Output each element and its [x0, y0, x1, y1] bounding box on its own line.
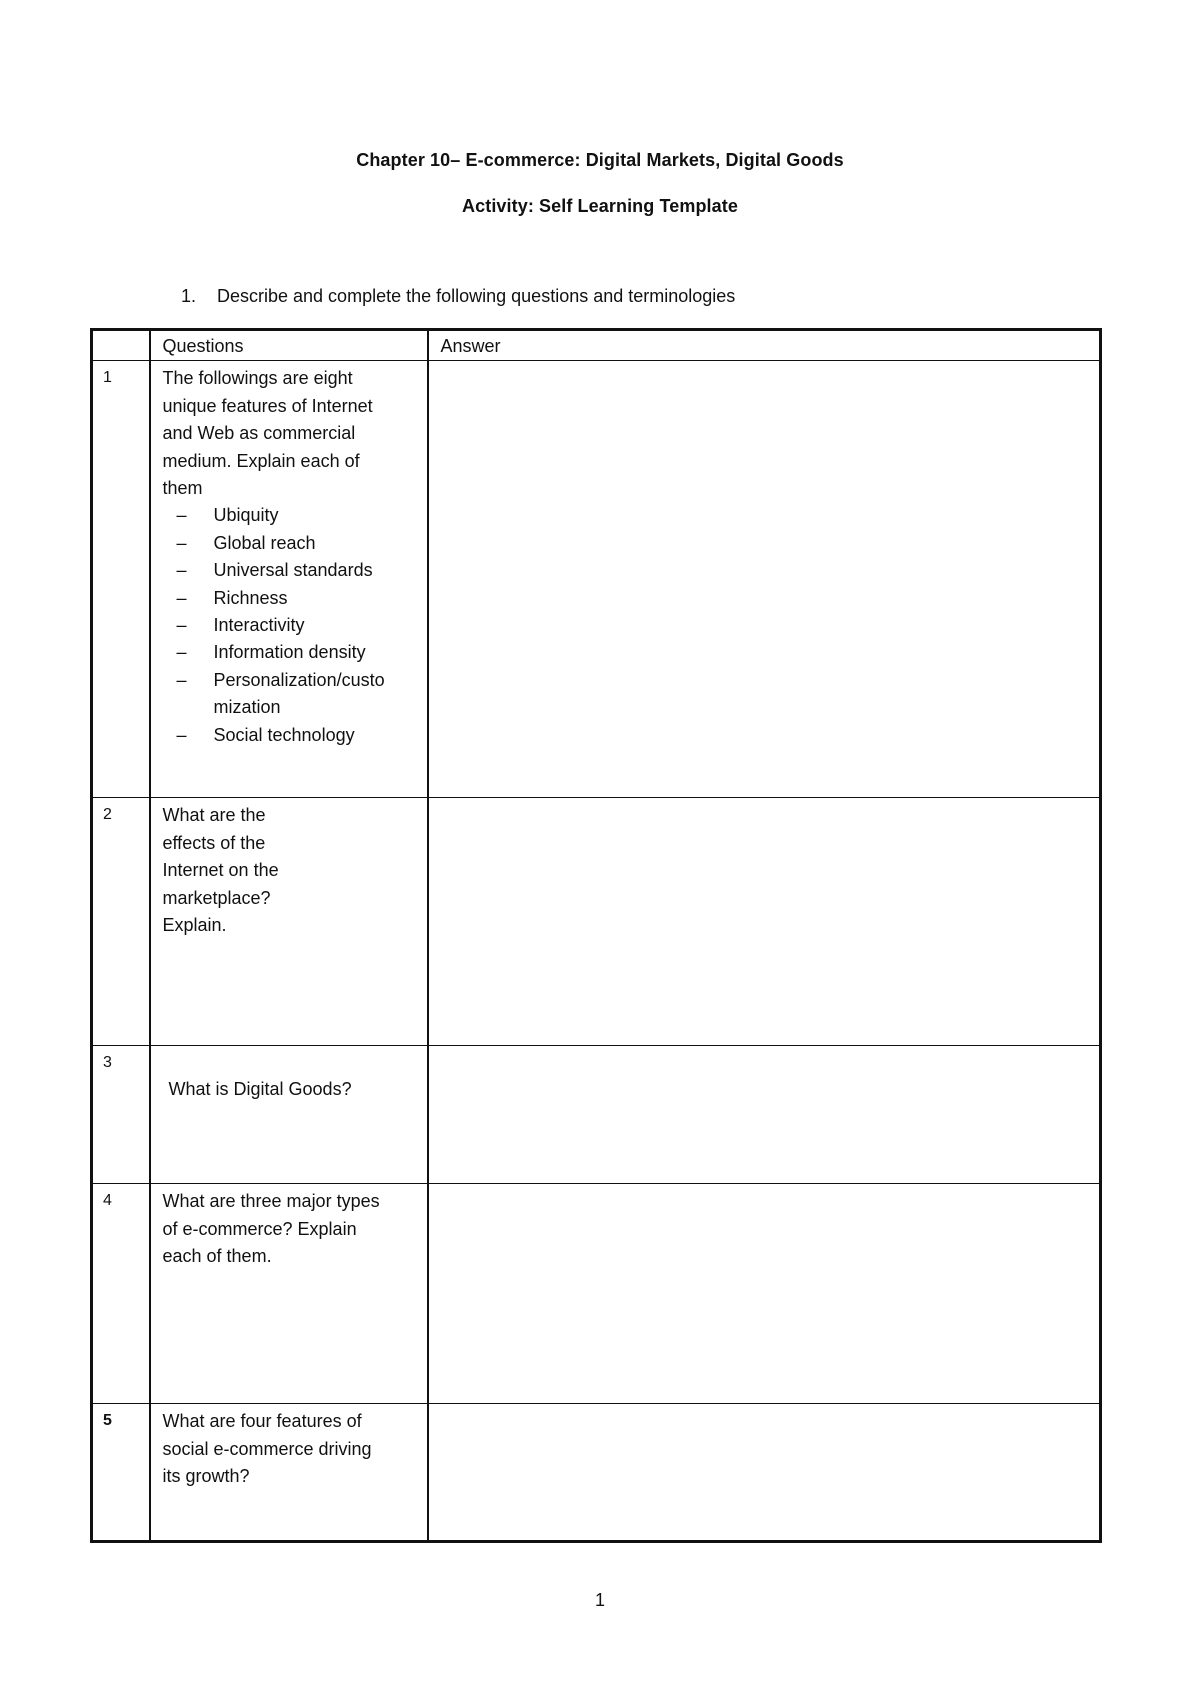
- question-text: What is Digital Goods?: [168, 1079, 352, 1100]
- answer-text[interactable]: [429, 1046, 1100, 1050]
- header-answer-cell: [428, 330, 1101, 361]
- row-number: 4: [103, 1192, 112, 1210]
- list-item: – Information density: [163, 639, 417, 666]
- table-row: [92, 1046, 1101, 1184]
- list-item: – Global reach: [163, 530, 417, 557]
- list-item: – Personalization/custo mization: [163, 667, 404, 722]
- dash-bullet-icon: –: [176, 669, 187, 690]
- dash-bullet-icon: –: [176, 615, 187, 636]
- answer-text[interactable]: [429, 798, 1100, 802]
- question-text: The followings are eight unique features of Internet and Web as commercial medium. Explain each of them – Ubiquity – Global reach – Universal standards – Richness – Interactivity – Information density – Personalization/custo mization – Social technology: [151, 361, 427, 749]
- table-row: [92, 1404, 1101, 1542]
- instruction-text: Describe and complete the following questions and terminologies: [217, 286, 736, 306]
- row-number: 1: [103, 369, 112, 387]
- dash-bullet-icon: –: [176, 642, 187, 663]
- header-number-cell: [92, 330, 150, 361]
- question-text: What are three major types of e-commerce? Explain each of them.: [162, 1191, 380, 1267]
- list-item: – Social technology: [163, 722, 417, 749]
- answer-cell[interactable]: [428, 361, 1101, 798]
- row-number-cell: [92, 798, 150, 1046]
- question-cell: [150, 1046, 428, 1184]
- answer-text[interactable]: [429, 1404, 1100, 1408]
- question-text: What are the effects of the Internet on the marketplace? Explain.: [162, 805, 279, 936]
- answer-cell[interactable]: [428, 1046, 1101, 1184]
- row-number-cell: [92, 1184, 150, 1404]
- instruction: [181, 286, 735, 307]
- questions-table: [90, 328, 1102, 1543]
- table-row: [92, 1184, 1101, 1404]
- list-item: – Interactivity: [163, 612, 417, 639]
- list-item: – Universal standards: [163, 557, 417, 584]
- instruction-number: 1.: [181, 286, 197, 306]
- document-title: Chapter 10– E-commerce: Digital Markets, Digital Goods: [356, 150, 844, 170]
- page-number: 1: [594, 1590, 605, 1610]
- feature-list: [163, 502, 417, 749]
- question-cell: [150, 798, 428, 1046]
- table-header-row: [92, 330, 1101, 361]
- answer-cell[interactable]: [428, 1184, 1101, 1404]
- row-number-cell: [92, 361, 150, 798]
- dash-bullet-icon: –: [176, 532, 187, 553]
- row-number: 3: [103, 1054, 112, 1072]
- question-text: What are four features of social e-commerce driving its growth?: [162, 1411, 372, 1487]
- document-subtitle: Activity: Self Learning Template: [462, 196, 738, 216]
- question-cell: [150, 361, 428, 798]
- row-number-cell: [92, 1404, 150, 1542]
- header-questions-cell: [150, 330, 428, 361]
- dash-bullet-icon: –: [176, 587, 187, 608]
- header-questions-label: Questions: [162, 336, 244, 356]
- header-answer-label: Answer: [440, 336, 501, 356]
- list-item: – Ubiquity: [163, 502, 417, 529]
- dash-bullet-icon: –: [176, 724, 187, 745]
- dash-bullet-icon: –: [176, 505, 187, 526]
- answer-cell[interactable]: [428, 1404, 1101, 1542]
- table-row: [92, 361, 1101, 798]
- question-cell: [150, 1404, 428, 1542]
- table-row: [92, 798, 1101, 1046]
- row-number-cell: [92, 1046, 150, 1184]
- answer-text[interactable]: [429, 361, 1100, 365]
- list-item: – Richness: [163, 585, 417, 612]
- row-number: 2: [103, 806, 112, 824]
- answer-cell[interactable]: [428, 798, 1101, 1046]
- dash-bullet-icon: –: [176, 560, 187, 581]
- question-cell: [150, 1184, 428, 1404]
- answer-text[interactable]: [429, 1184, 1100, 1188]
- row-number: 5: [103, 1412, 112, 1430]
